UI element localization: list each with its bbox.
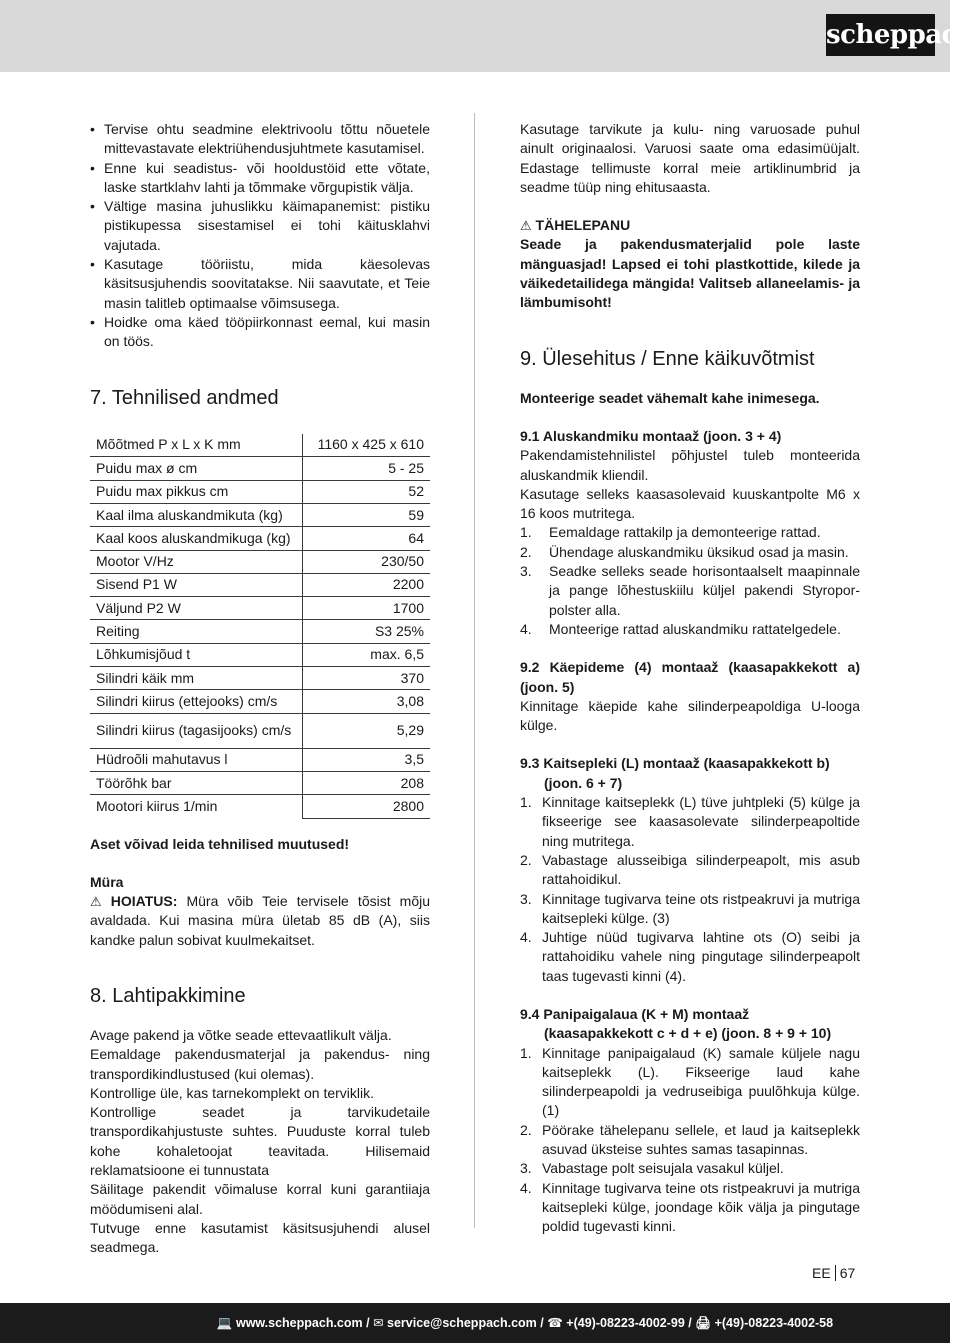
section-9-title: 9. Ülesehitus / Enne käikuvõtmist [520, 347, 815, 370]
caution-title [520, 216, 860, 235]
paragraph: Avage pakend ja võtke seade ettevaatlikult välja. [90, 1027, 392, 1043]
table-cell-label: Väljund P2 W [90, 597, 302, 620]
tech-data-table [90, 434, 430, 819]
table-cell-value: 52 [302, 480, 430, 503]
list-item: 2. Vabastage alusseibiga silinderpeapolt, mis asub rattahoidikul. [520, 851, 860, 888]
subsection-9-4-title-cont: (kaasapakkekott c + d + e) (joon. 8 + 9 + 10) [544, 1025, 832, 1042]
table-cell-label: Silindri kiirus (tagasijooks) cm/s [90, 713, 302, 748]
table-row [90, 550, 430, 573]
section-8-title: 8. Lahtipakkimine [90, 985, 246, 1007]
page-number [812, 1264, 855, 1283]
table-cell-value: 230/50 [302, 550, 430, 573]
table-cell-label: Töörõhk bar [90, 771, 302, 794]
left-column [90, 120, 430, 1258]
list-item: • Kasutage tööriistu, mida käesolevas käsitsusjuhendis soovitatakse. Nii saavutate, et Teie masin talitleb optimaalse võimsusega. [90, 255, 430, 313]
footer-email[interactable]: service@scheppach.com [387, 1316, 537, 1330]
table-cell-value: 3,5 [302, 748, 430, 771]
table-row [90, 573, 430, 596]
list-item: 4. Kinnitage tugivarva teine ots ristpeakruvi ja mutriga kaitsepleki külge, joondage kõik välja ja pingutage poldid tugevasti kinni. [520, 1179, 860, 1235]
subsection-9-4-title: 9.4 Panipaigalaua (K + M) montaaž [520, 1005, 750, 1022]
list-item: 3. Vabastage polt seisujala vasakul küljel. [520, 1160, 784, 1177]
list-item: 4. Juhtige nüüd tugivarva lahtine ots (O) seibi ja rattahoidiku vahele ning pingutage silinderpeapolt taas tugevasti kinni (4). [520, 929, 860, 984]
table-row [90, 480, 430, 503]
table-cell-label: Silindri käik mm [90, 667, 302, 690]
table-row [90, 667, 430, 690]
paragraph: Kontrollige seadet ja tarvikudetaile transpordikahjustuste suhtes. Puuduste korral tuleb kohe kohaletoojat teavitada. Hilisemaid reklamatsioone ei tunnustata [90, 1104, 430, 1179]
table-cell-label: Sisend P1 W [90, 573, 302, 596]
table-cell-label: Hüdroõli mahutavus l [90, 748, 302, 771]
table-cell-value: 2800 [302, 795, 430, 818]
paragraph: Säilitage pakendit võimaluse korral kuni garantiiaja möödumiseni alal. [90, 1181, 430, 1217]
table-cell-value: 3,08 [302, 690, 430, 713]
table-row [90, 503, 430, 526]
fax-icon: 🖨 [695, 1316, 712, 1330]
table-cell-value: 64 [302, 527, 430, 550]
list-item: 2. Ühendage aluskandmiku üksikud osad ja masin. [520, 543, 849, 560]
paragraph: Kinnitage käepide kahe silinderpeapoldiga U-looga külge. [520, 697, 860, 734]
table-cell-value: S3 25% [302, 620, 430, 643]
table-row [90, 620, 430, 643]
paragraph: Kontrollige üle, kas tarnekomplekt on terviklik. [90, 1084, 375, 1101]
page-number-value: 67 [839, 1265, 856, 1281]
unpacking-text [90, 1026, 430, 1258]
list-item: • Enne kui seadistus- või hooldustöid ette võtate, laske startklahv lahti ja tõmmake võrgupistik välja. [90, 159, 430, 198]
table-cell-value: 59 [302, 503, 430, 526]
table-cell-label: Kaal koos aluskandmikuga (kg) [90, 527, 302, 550]
language-code: EE [812, 1265, 831, 1281]
list-item: 1. Kinnitage panipaigalaud (K) samale küljele nagu kaitseplekk (L). Fikseerige laud kahe silinderpeapoldi ja vedruseibiga puulõhkuja külge. (1) [520, 1044, 860, 1119]
list-item: • Hoidke oma käed tööpiirkonnast eemal, kui masin on töös. [90, 313, 430, 352]
warning-triangle-icon: ⚠ [520, 218, 532, 234]
table-row [90, 748, 430, 771]
phone-icon: ☎ [547, 1316, 563, 1330]
footer-bar [0, 1303, 950, 1343]
page-number-separator [835, 1265, 836, 1281]
table-cell-label: Puidu max pikkus cm [90, 480, 302, 503]
warning-triangle-icon: ⚠ [90, 894, 102, 910]
caution-text: Seade ja pakendusmaterjalid pole laste mänguasjad! Lapsed ei tohi plastkottide, kilede ja väikedetailidega mängida! Valitseb allaneelamis- ja lämbumisoht! [520, 236, 860, 311]
subsection-9-1-title: 9.1 Aluskandmiku montaaž (joon. 3 + 4) [520, 427, 782, 444]
list-item: 3. Seadke selleks seade horisontaalselt maapinnale ja pange lõhestuskiilu küljel pakendi Styropor-polster alla. [520, 563, 860, 618]
column-divider [474, 113, 475, 1228]
table-cell-value: max. 6,5 [302, 643, 430, 666]
noise-warning-text: Müra võib Teie tervisele tõsist mõju avaldada. Kui masina müra ületab 85 dB (A), siis kandke palun sobivat kuulmekaitset. [90, 893, 431, 948]
list-item: 4. Monteerige rattad aluskandmiku rattatelgedele. [520, 620, 841, 637]
scheppach-logo: scheppach [826, 14, 935, 56]
footer-website[interactable]: www.scheppach.com [235, 1316, 363, 1330]
table-cell-value: 370 [302, 667, 430, 690]
table-cell-value: 2200 [302, 573, 430, 596]
table-cell-value: 208 [302, 771, 430, 794]
paragraph: Eemaldage pakendusmaterjal ja pakendus- ning transpordikindlustused (kui olemas). [90, 1046, 430, 1082]
table-cell-label: Mootori kiirus 1/min [90, 795, 302, 818]
table-cell-value: 5 - 25 [302, 457, 430, 480]
footer-phone[interactable]: +(49)-08223-4002-99 [566, 1316, 685, 1330]
paragraph: Kasutage selleks kaasasolevaid kuuskantpolte M6 x 16 koos mutritega. [520, 485, 860, 522]
list-item: 3. Kinnitage tugivarva teine ots ristpeakruvi ja mutriga kaitsepleki külge. (3) [520, 890, 860, 926]
footer-separator: / [366, 1316, 374, 1330]
list-item: • Tervise ohtu seadmine elektrivoolu tõttu nõuetele mittevastavate elektriühendusjuhtmete kasutamisel. [90, 120, 430, 159]
table-cell-label: Kaal ilma aluskandmikuta (kg) [90, 503, 302, 526]
noise-warning-label: HOIATUS: [110, 893, 178, 910]
noise-title: Müra [90, 873, 124, 890]
list-item: 1. Kinnitage kaitseplekk (L) tüve juhtpleki (5) külge ja fikseerige see kaasasolevate silinderpeapoltide ning mutritega. [520, 794, 860, 849]
table-row [90, 527, 430, 550]
right-column [520, 120, 860, 1237]
table-cell-label: Mootor V/Hz [90, 550, 302, 573]
caution-label: TÄHELEPANU [535, 217, 631, 234]
paragraph: Tutvuge enne kasutamist käsitsusjuhendi alusel seadmega. [90, 1219, 430, 1256]
list-item: 2. Pöörake tähelepanu sellele, et laud ja kaitseplekk asuvad üksteise suhtes samas tasapinnas. [520, 1121, 860, 1158]
table-cell-label: Lõhkumisjõud t [90, 643, 302, 666]
table-cell-label: Puidu max ø cm [90, 457, 302, 480]
table-row [90, 434, 430, 457]
table-cell-label: Silindri kiirus (ettejooks) cm/s [90, 690, 302, 713]
subsection-9-3-title-cont: (joon. 6 + 7) [544, 774, 623, 791]
table-row [90, 457, 430, 480]
computer-icon: 💻 [216, 1316, 233, 1330]
table-row [90, 795, 430, 818]
footer-separator: / [688, 1316, 696, 1330]
subsection-9-3-title: 9.3 Kaitsepleki (L) montaaž (kaasapakkekott b) [520, 755, 830, 772]
tech-change-note: Aset võivad leida tehnilised muutused! [90, 835, 350, 852]
spare-parts-intro: Kasutage tarvikute ja kulu- ning varuosade puhul ainult originaalosi. Varuosi saate oma edasimüüjalt. Edastage tellimuste korral meie artiklinumbrid ja seadme tüüp ning ehitusaasta. [520, 121, 860, 195]
table-cell-value: 1700 [302, 597, 430, 620]
table-row [90, 690, 430, 713]
table-row [90, 643, 430, 666]
table-cell-value: 5,29 [302, 713, 430, 748]
subsection-9-2-title: 9.2 Käepideme (4) montaaž (kaasapakkekott a) (joon. 5) [520, 659, 860, 695]
section-7-title: 7. Tehnilised andmed [90, 386, 279, 409]
table-row [90, 771, 430, 794]
table-cell-label: Reiting [90, 620, 302, 643]
footer-fax[interactable]: +(49)-08223-4002-58 [714, 1316, 834, 1330]
header-bar [0, 0, 975, 72]
safety-bullet-list [90, 120, 430, 352]
footer-separator: / [540, 1316, 548, 1330]
paragraph: Pakendamistehnilistel põhjustel tuleb monteerida aluskandmik kliendil. [520, 447, 860, 483]
subsection-9-3-steps [520, 793, 860, 986]
subsection-9-4-steps [520, 1044, 860, 1237]
table-row [90, 597, 430, 620]
subsection-9-1-steps [520, 523, 860, 639]
section-9-lead: Monteerige seadet vähemalt kahe inimesega. [520, 389, 820, 406]
table-cell-value: 1160 x 425 x 610 [302, 434, 430, 457]
list-item: 1. Eemaldage rattakilp ja demonteerige rattad. [520, 524, 821, 541]
table-cell-label: Mõõtmed P x L x K mm [90, 434, 302, 457]
email-icon: ✉ [373, 1316, 384, 1330]
table-row [90, 713, 430, 748]
noise-warning [90, 892, 430, 950]
list-item: • Vältige masina juhuslikku käimapanemist: pistiku pistikupessa sisestamisel ei tohi käitusklahvi vajutada. [90, 197, 430, 255]
